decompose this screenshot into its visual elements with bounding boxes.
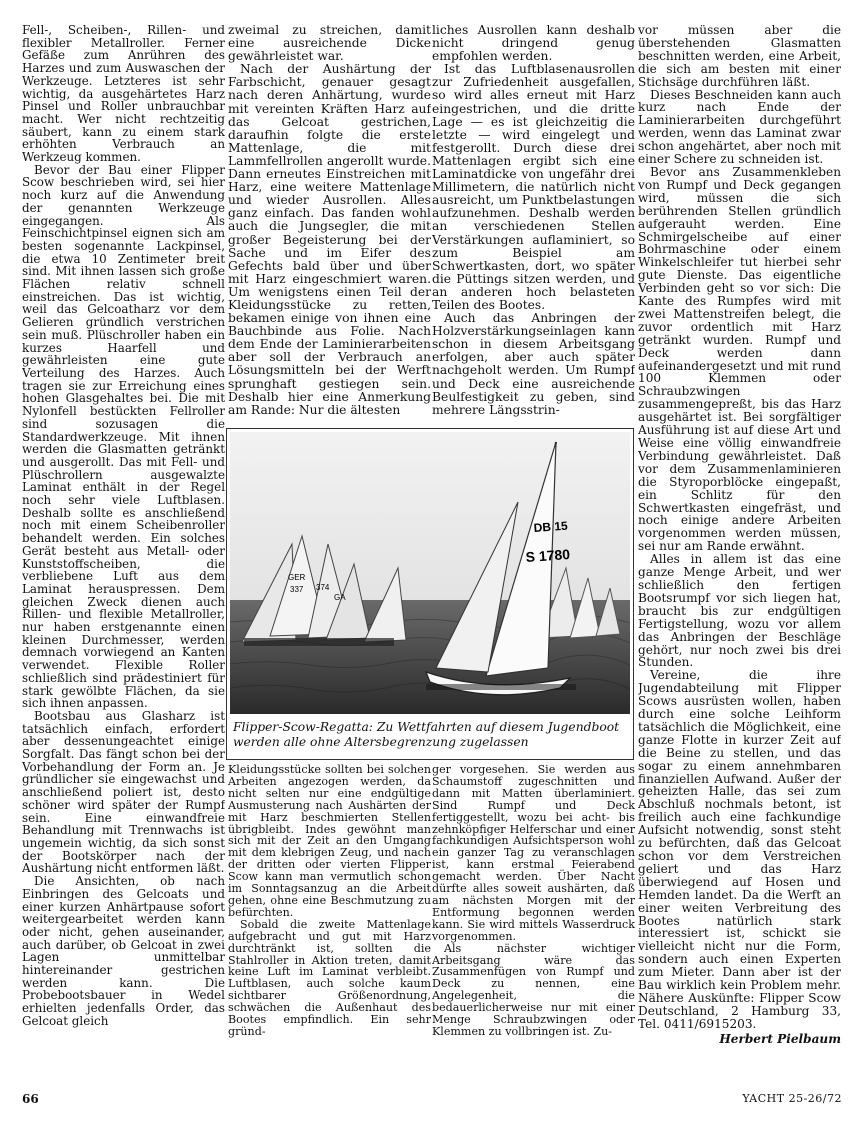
paragraph: Fell-, Scheiben-, Rillen- und flexibler Metallroller. Ferner Gefäße zum Anrühren des Harzes und zum Auswaschen der Werkzeuge. Letzteres ist sehr wichtig, da ausgehärtetes Harz Pinsel und Roller unbrauchbar macht. Wer nicht rechtzeitig säubert, kann zu einem stark erhöhten Verbrauch an Werkzeug kommen. <box>22 24 225 165</box>
paragraph: Auch das Anbringen der Holzverstärkungseinlagen kann schon in diesem Arbeitsgang erfolgen, aber auch später nachgeholt werden. Um Rumpf und Deck eine ausreichende Beulfestigkeit zu geben, sind mehrere Längsstrin- <box>432 311 635 417</box>
main-sail-number: S 1780 <box>525 545 571 565</box>
paragraph: vor müssen aber die überstehenden Glasmatten beschnitten werden, eine Arbeit, die sich am besten mit einer Stichsäge durchführen läßt. <box>638 24 841 89</box>
paragraph: Ist das Luftblasenausrollen zur Zufriedenheit ausgefallen, so wird alles erneut mit Harz eingestrichen, und die dritte Lage — es ist gleichzeitig die letzte — wird eingelegt und festgerollt. Durch diese drei Mattenlagen ergibt sich eine Laminatdicke von ungefähr drei Millimetern, die natürlich nicht ausreicht, um Punktbelastungen aufzunehmen. Deshalb werden an verschiedenen Stellen Verstärkungen auflaminiert, so zum Beispiel am Schwertkasten, dort, wo später die Püttings sitzen werden, und an anderen hoch belasteten Teilen des Bootes. <box>432 62 635 312</box>
sail-number-label: 337 <box>290 585 304 594</box>
paragraph: ger vorgesehen. Sie werden aus Schaumstoff zugeschnitten und dann mit Matten überlaminiert. Sind Rumpf und Deck fertiggestellt, wozu bei acht- bis zehnköpfiger Helferschar und einer fachkundigen Aufsichtsperson wohl ein ganzer Tag zu veranschlagen ist, kann erstmal Feierabend gemacht werden. Über Nacht dürfte alles soweit aushärten, daß am nächsten Morgen mit der Entformung begonnen werden kann. Sie wird mittels Wasserdruck vorgenommen. <box>432 764 635 943</box>
sail-number-label: 374 <box>316 583 330 592</box>
paragraph: Die Ansichten, ob nach Einbringen des Gelcoats und einer kurzen Anhärtpause sofort weitergearbeitet werden kann oder nicht, gehen auseinander, auch darüber, ob Gelcoat in zwei Lagen unmittelbar hintereinander gestrichen werden kann. Die Probebootsbauer in Wedel erhielten jedenfalls Order, das Gelcoat gleich <box>22 874 225 1028</box>
page-footer <box>22 1092 842 1112</box>
paragraph: Kleidungsstücke sollten bei solchen Arbeiten angezogen werden, da nicht selten nur eine endgültige Ausmusterung nach Aushärten der mit Harz beschmierten Stellen übrigbleibt. Indes gewöhnt man sich mit der Zeit an den Umgang mit dem klebrigen Zeug, und nach der dritten oder vierten Flipper Scow kann man vermutlich schon im Sonntagsanzug an die Arbeit gehen, ohne eine Beschmutzung zu befürchten. <box>228 764 431 919</box>
paragraph: Alles in allem ist das eine ganze Menge Arbeit, und wer schließlich den fertigen Bootsrumpf vor sich liegen hat, braucht bis zur endgültigen Fertigstellung, wozu vor allem das Anbringen der Beschläge gehört, nur noch zwei bis drei Stunden. <box>638 552 841 670</box>
paragraph: liches Ausrollen kann deshalb nicht dringend genug empfohlen werden. <box>432 24 635 64</box>
text-column-3-lower <box>432 764 635 1052</box>
text-column-3-upper <box>432 24 635 424</box>
text-column-1 <box>22 24 225 1054</box>
text-column-4 <box>638 24 841 1054</box>
paragraph: Sobald die zweite Mattenlage aufgebracht und gut mit Harz durchtränkt ist, sollten die Stahlroller in Aktion treten, damit keine Luft im Laminat verbleibt. Luftblasen, auch solche kaum sichtbarer Größenordnung, schwächen die Außenhaut des Bootes empfindlich. Ein sehr gründ- <box>228 917 431 1038</box>
paragraph: Bootsbau aus Glasharz ist tatsächlich einfach, erfordert aber dessenungeachtet einige Sorgfalt. Das fängt schon bei der Vorbehandlung der Form an. Je gründlicher sie eingewachst und anschließend poliert ist, desto schöner wird später der Rumpf sein. Eine einwandfreie Behandlung mit Trennwachs ist ungemein wichtig, da sich sonst der Bootskörper nach der Aushärtung nicht entformen läßt. <box>22 708 225 876</box>
paragraph: zweimal zu streichen, damit eine ausreichende Dicke gewährleistet war. <box>228 24 431 64</box>
sail-number-label: GER <box>288 573 306 582</box>
paragraph: Nach der Aushärtung der Farbschicht, genauer gesagt nach deren Anhärtung, wurde mit vereinten Kräften Harz auf das Gelcoat gestrichen, daraufhin folgte die erste Mattenlage, die mit Lammfellrollen angerollt wurde. Dann erneutes Einstreichen mit Harz, eine weitere Mattenlage und wieder Ausrollen. Alles ganz einfach. Das fanden wohl auch die Jungsegler, die mit großer Begeisterung bei der Sache und im Eifer des Gefechts bald über und über mit Harz eingeschmiert waren. Um wenigstens einen Teil der Kleidungsstücke zu retten, bekamen einige von ihnen eine Bauchbinde aus Folie. Nach dem Ende der Laminierarbeiten aber soll der Verbrauch an Lösungsmitteln bei der Werft sprunghaft gestiegen sein. Deshalb hier eine Anmerkung am Rande: Nur die ältesten <box>228 62 431 417</box>
page-number: 66 <box>22 1092 39 1106</box>
paragraph: Dieses Beschneiden kann auch kurz nach Ende der Laminierarbeiten durchgeführt werden, wenn das Laminat zwar schon angehärtet, aber noch mit einer Schere zu schneiden ist. <box>638 87 841 167</box>
sail-number-label: GA <box>334 593 346 602</box>
paragraph: Als nächster wichtiger Arbeitsgang wäre das Zusammenfügen von Rumpf und Deck zu nennen, eine Angelegenheit, die bedauerlicherweise nur mit einer Menge Schraubzwingen oder Klemmen zu vollbringen ist. Zu- <box>432 941 635 1038</box>
main-sail-mark: DB 15 <box>533 518 569 535</box>
regatta-photo-figure <box>226 428 634 760</box>
regatta-photo <box>230 432 630 714</box>
paragraph: Vereine, die ihre Jugendabteilung mit Flipper Scows ausrüsten wollen, haben durch eine solche Leihform tatsächlich die Möglichkeit, eine ganze Flotte in kurzer Zeit auf die Beine zu stellen, und das sogar zu einem annehmbaren finanziellen Aufwand. Außer der geheizten Halle, das sei zum Abschluß nochmals betont, ist freilich auch eine fachkundige Aufsicht notwendig, sonst steht zu befürchten, daß das Gelcoat schon vor dem Verstreichen geliert und das Harz überwiegend auf Hosen und Hemden landet. Da die Werft an einer weiten Verbreitung des Bootes natürlich stark interessiert ist, schickt sie vielleicht nicht nur die Form, sondern auch einen Experten zum Mieter. Dann aber ist der Bau wirklich kein Problem mehr. Nähere Auskünfte: Flipper Scow Deutschland, 2 Hamburg 33, Tel. 0411/6915203. <box>638 668 841 1031</box>
magazine-issue: YACHT 25-26/72 <box>742 1092 842 1105</box>
text-column-2-lower <box>228 764 431 1052</box>
text-column-2-upper <box>228 24 431 424</box>
paragraph: Bevor ans Zusammenkleben von Rumpf und Deck gegangen wird, müssen die sich berührenden Stellen gründlich aufgerauht werden. Eine Schmirgelscheibe auf einer Bohrmaschine oder einem Winkelschleifer tut hierbei sehr gute Dienste. Das eigentliche Verbinden geht so vor sich: Die Kante des Rumpfes wird mit zwei Mattenstreifen belegt, die zuvor ordentlich mit Harz getränkt wurden. Rumpf und Deck werden dann aufeinandergesetzt und mit rund 100 Klemmen oder Schraubzwingen zusammengepreßt, bis das Harz ausgehärtet ist. Bei sorgfältiger Ausführung ist auf diese Art und Weise eine völlig einwandfreie Verbindung gewährleistet. Daß vor dem Zusammenlaminieren die Styroporblöcke eingepaßt, ein Schlitz für den Schwertkasten eingefräst, und noch einige andere Arbeiten vorgenommen werden müssen, sei nur am Rande erwähnt. <box>638 164 841 554</box>
paragraph: Bevor der Bau einer Flipper Scow beschrieben wird, sei hier noch kurz auf die Anwendung der genannten Werkzeuge eingegangen. Als Feinschichtpinsel eignen sich am besten sogenannte Lackpinsel, die etwa 10 Zentimeter breit sind. Mit ihnen lassen sich große Flächen relativ schnell einstreichen. Das ist wichtig, weil das Gelcoatharz vor dem Gelieren gründlich verstrichen sein muß. Plüschroller haben ein kurzes Haarfell und gewährleisten eine gute Verteilung des Harzes. Auch tragen sie zur Erreichung eines hohen Glasgehaltes bei. Die mit Nylonfell bestückten Fellroller sind sozusagen die Standardwerkzeuge. Mit ihnen werden die Glasmatten getränkt und ausgerollt. Das mit Fell- und Plüschrollern ausgewalzte Laminat enthält in der Regel noch sehr viele Luftblasen. Deshalb sollte es anschließend noch mit einem Scheibenroller behandelt werden. Ein solches Gerät besteht aus Metall- oder Kunststoffscheiben, die verbliebene Luft aus dem Laminat herauspressen. Dem gleichen Zweck dienen auch Rillen- und flexible Metallroller, nur haben erstgenannte einen kleinen Durchmesser, werden demnach vorwiegend an Kanten verwendet. Flexible Roller schließlich sind prädestiniert für stark gewölbte Flächen, da sie sich ihnen anpassen. <box>22 162 225 711</box>
author-signature: Herbert Pielbaum <box>719 1031 841 1046</box>
figure-caption: Flipper-Scow-Regatta: Zu Wettfahrten auf diesem Jugendboot werden alle ohne Altersbegrenzung zugelassen <box>233 720 620 749</box>
